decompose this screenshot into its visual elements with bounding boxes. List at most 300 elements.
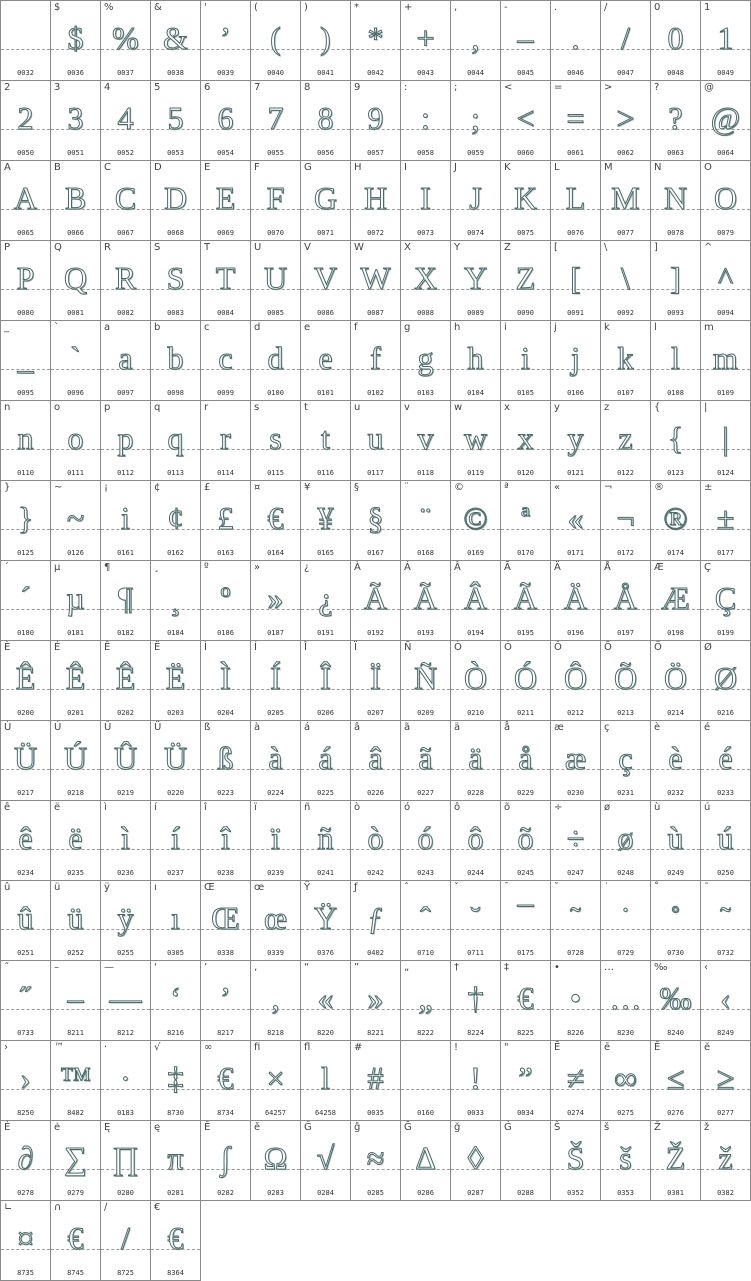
- glyph-cell[interactable]: [150, 960, 201, 1041]
- cell-glyph-sample: Ö: [663, 660, 688, 696]
- glyph-cell[interactable]: [50, 160, 101, 241]
- glyph-cell[interactable]: [350, 720, 401, 801]
- glyph-cell[interactable]: [400, 240, 451, 321]
- cell-code-point: 0203: [167, 709, 184, 717]
- cell-glyph-sample: X: [413, 260, 438, 296]
- glyph-cell[interactable]: [700, 480, 751, 561]
- glyph-cell[interactable]: [650, 960, 701, 1041]
- glyph-cell[interactable]: [650, 800, 701, 881]
- glyph-cell[interactable]: [350, 1040, 401, 1121]
- glyph-cell[interactable]: [150, 80, 201, 161]
- cell-glyph-sample: 5: [167, 100, 184, 136]
- glyph-cell[interactable]: [400, 480, 451, 561]
- glyph-cell[interactable]: [350, 0, 401, 81]
- glyph-cell[interactable]: [550, 320, 601, 401]
- glyph-cell[interactable]: [400, 160, 451, 241]
- cell-character-label: A: [4, 162, 11, 173]
- cell-character-label: /: [604, 2, 608, 13]
- cell-character-label: ÷: [554, 802, 563, 813]
- glyph-cell[interactable]: [700, 640, 751, 721]
- glyph-cell[interactable]: [300, 1120, 351, 1201]
- glyph-cell[interactable]: [700, 560, 751, 641]
- glyph-cell[interactable]: [650, 560, 701, 641]
- cell-character-label: ®: [654, 482, 664, 493]
- cell-glyph-sample: ?: [668, 100, 683, 136]
- glyph-cell[interactable]: [500, 0, 551, 81]
- glyph-cell[interactable]: [700, 1040, 751, 1121]
- cell-code-point: 0082: [117, 309, 134, 317]
- glyph-cell[interactable]: [400, 1120, 451, 1201]
- cell-code-point: 0229: [517, 789, 534, 797]
- glyph-cell[interactable]: [100, 160, 151, 241]
- glyph-cell[interactable]: [0, 1200, 51, 1281]
- cell-glyph-sample: G: [313, 180, 338, 216]
- glyph-cell[interactable]: [50, 0, 101, 81]
- glyph-cell[interactable]: [250, 1120, 301, 1201]
- glyph-cell[interactable]: [200, 1040, 251, 1121]
- glyph-cell[interactable]: [450, 480, 501, 561]
- glyph-cell[interactable]: [500, 960, 551, 1041]
- glyph-cell[interactable]: [0, 800, 51, 881]
- glyph-cell[interactable]: [500, 160, 551, 241]
- glyph-cell[interactable]: [650, 880, 701, 961]
- glyph-cell[interactable]: [650, 400, 701, 481]
- glyph-cell[interactable]: [0, 0, 51, 81]
- cell-character-label: p: [104, 402, 111, 413]
- glyph-cell[interactable]: [700, 960, 751, 1041]
- glyph-cell[interactable]: [500, 320, 551, 401]
- glyph-cell[interactable]: [300, 960, 351, 1041]
- glyph-cell[interactable]: [550, 400, 601, 481]
- glyph-cell[interactable]: [150, 720, 201, 801]
- glyph-cell[interactable]: [450, 960, 501, 1041]
- cell-code-point: 0183: [117, 1109, 134, 1117]
- cell-character-label: ;: [454, 82, 458, 93]
- cell-code-point: 0100: [267, 389, 284, 397]
- glyph-cell[interactable]: [650, 240, 701, 321]
- glyph-cell[interactable]: [350, 160, 401, 241]
- glyph-cell[interactable]: [250, 80, 301, 161]
- cell-character-label: í: [154, 802, 157, 813]
- glyph-cell[interactable]: [200, 1120, 251, 1201]
- cell-character-label: z: [604, 402, 610, 413]
- glyph-cell[interactable]: [300, 560, 351, 641]
- glyph-cell[interactable]: [450, 560, 501, 641]
- glyph-cell[interactable]: [700, 400, 751, 481]
- glyph-cell[interactable]: [50, 560, 101, 641]
- glyph-cell[interactable]: [500, 400, 551, 481]
- glyph-cell[interactable]: [500, 1120, 551, 1201]
- cell-code-point: 0162: [167, 549, 184, 557]
- glyph-cell[interactable]: [50, 640, 101, 721]
- glyph-cell[interactable]: [300, 400, 351, 481]
- cell-character-label: Ÿ: [304, 882, 311, 893]
- glyph-cell[interactable]: [50, 400, 101, 481]
- glyph-cell[interactable]: [300, 800, 351, 881]
- cell-code-point: 0063: [667, 149, 684, 157]
- glyph-cell[interactable]: [400, 640, 451, 721]
- glyph-cell[interactable]: [600, 640, 651, 721]
- glyph-cell[interactable]: [100, 400, 151, 481]
- cell-glyph-sample: i: [521, 340, 530, 376]
- cell-code-point: 0181: [67, 629, 84, 637]
- glyph-cell[interactable]: [350, 960, 401, 1041]
- glyph-cell[interactable]: [250, 1040, 301, 1121]
- cell-glyph-sample: ø: [617, 820, 634, 856]
- glyph-cell[interactable]: [100, 1200, 151, 1281]
- cell-glyph-sample: €: [217, 1060, 234, 1096]
- glyph-cell[interactable]: [400, 320, 451, 401]
- glyph-cell[interactable]: [250, 640, 301, 721]
- glyph-cell[interactable]: [50, 240, 101, 321]
- glyph-cell[interactable]: [600, 720, 651, 801]
- glyph-cell[interactable]: [300, 880, 351, 961]
- glyph-cell[interactable]: [0, 1120, 51, 1201]
- glyph-cell[interactable]: [650, 640, 701, 721]
- glyph-cell[interactable]: [0, 320, 51, 401]
- glyph-cell[interactable]: [500, 480, 551, 561]
- glyph-cell[interactable]: [350, 560, 401, 641]
- cell-character-label: {: [654, 402, 661, 413]
- glyph-cell[interactable]: [100, 720, 151, 801]
- glyph-cell[interactable]: [50, 960, 101, 1041]
- glyph-cell[interactable]: [600, 1120, 651, 1201]
- glyph-cell[interactable]: [550, 560, 601, 641]
- glyph-cell[interactable]: [350, 80, 401, 161]
- glyph-cell[interactable]: [550, 960, 601, 1041]
- glyph-cell[interactable]: [250, 320, 301, 401]
- cell-character-label: ë: [54, 802, 61, 813]
- glyph-cell[interactable]: [0, 720, 51, 801]
- glyph-cell[interactable]: [600, 960, 651, 1041]
- glyph-cell[interactable]: [600, 560, 651, 641]
- glyph-cell[interactable]: [350, 800, 401, 881]
- glyph-cell[interactable]: [250, 800, 301, 881]
- cell-glyph-sample: z: [618, 420, 633, 456]
- glyph-cell[interactable]: [0, 1040, 51, 1121]
- glyph-cell[interactable]: [250, 480, 301, 561]
- glyph-cell[interactable]: [100, 80, 151, 161]
- glyph-cell[interactable]: [600, 480, 651, 561]
- glyph-cell[interactable]: [650, 80, 701, 161]
- cell-character-label: ã: [404, 722, 411, 733]
- glyph-cell[interactable]: [350, 640, 401, 721]
- glyph-cell[interactable]: [200, 960, 251, 1041]
- glyph-cell[interactable]: [600, 1040, 651, 1121]
- glyph-cell[interactable]: [50, 880, 101, 961]
- glyph-cell[interactable]: [450, 160, 501, 241]
- cell-character-label: b: [154, 322, 161, 333]
- glyph-cell[interactable]: [250, 880, 301, 961]
- glyph-cell[interactable]: [700, 160, 751, 241]
- glyph-cell[interactable]: [400, 560, 451, 641]
- glyph-cell[interactable]: [150, 640, 201, 721]
- cell-code-point: 0250: [717, 869, 734, 877]
- cell-glyph-sample: ’: [220, 20, 231, 56]
- glyph-cell[interactable]: [50, 1040, 101, 1121]
- glyph-cell[interactable]: [100, 560, 151, 641]
- glyph-cell[interactable]: [200, 80, 251, 161]
- glyph-cell[interactable]: [150, 240, 201, 321]
- glyph-cell[interactable]: [350, 1120, 401, 1201]
- glyph-cell[interactable]: [600, 160, 651, 241]
- glyph-cell[interactable]: [300, 80, 351, 161]
- glyph-cell[interactable]: [350, 480, 401, 561]
- glyph-cell[interactable]: [0, 160, 51, 241]
- glyph-cell[interactable]: [700, 240, 751, 321]
- glyph-cell[interactable]: [700, 320, 751, 401]
- glyph-cell[interactable]: [150, 0, 201, 81]
- cell-glyph-sample: ˜: [720, 900, 731, 936]
- glyph-cell[interactable]: [400, 400, 451, 481]
- cell-code-point: 8222: [417, 1029, 434, 1037]
- glyph-cell[interactable]: [150, 400, 201, 481]
- glyph-cell[interactable]: [500, 80, 551, 161]
- glyph-cell[interactable]: [400, 720, 451, 801]
- glyph-cell[interactable]: [500, 880, 551, 961]
- cell-glyph-sample: Ÿ: [313, 900, 338, 936]
- cell-glyph-sample: %: [112, 20, 139, 56]
- glyph-cell[interactable]: [400, 960, 451, 1041]
- glyph-cell[interactable]: [400, 0, 451, 81]
- glyph-cell[interactable]: [300, 320, 351, 401]
- glyph-cell[interactable]: [100, 880, 151, 961]
- glyph-cell[interactable]: [250, 720, 301, 801]
- cell-character-label: i: [504, 322, 507, 333]
- glyph-cell[interactable]: [500, 1040, 551, 1121]
- glyph-cell[interactable]: [300, 640, 351, 721]
- glyph-cell[interactable]: [100, 640, 151, 721]
- glyph-cell[interactable]: [0, 960, 51, 1041]
- cell-glyph-sample: Ñ: [413, 660, 438, 696]
- cell-glyph-sample: :: [421, 100, 430, 136]
- glyph-cell[interactable]: [200, 480, 251, 561]
- glyph-cell[interactable]: [150, 480, 201, 561]
- glyph-cell[interactable]: [450, 1120, 501, 1201]
- cell-character-label: ”: [354, 962, 360, 973]
- cell-code-point: 0210: [467, 709, 484, 717]
- glyph-cell[interactable]: [250, 560, 301, 641]
- cell-glyph-sample: #: [367, 1060, 384, 1096]
- glyph-cell[interactable]: [500, 640, 551, 721]
- glyph-cell[interactable]: [250, 400, 301, 481]
- glyph-cell[interactable]: [400, 800, 451, 881]
- glyph-cell[interactable]: [450, 1040, 501, 1121]
- cell-code-point: 0728: [567, 949, 584, 957]
- glyph-cell[interactable]: [550, 240, 601, 321]
- cell-glyph-sample: ∏: [112, 1140, 139, 1176]
- glyph-cell[interactable]: [0, 880, 51, 961]
- glyph-cell[interactable]: [500, 800, 551, 881]
- cell-character-label: u: [354, 402, 361, 413]
- glyph-cell[interactable]: [200, 560, 251, 641]
- glyph-cell[interactable]: [150, 560, 201, 641]
- glyph-cell[interactable]: [550, 1120, 601, 1201]
- glyph-cell[interactable]: [600, 880, 651, 961]
- glyph-cell[interactable]: [350, 240, 401, 321]
- glyph-cell[interactable]: [550, 480, 601, 561]
- glyph-cell[interactable]: [650, 720, 701, 801]
- glyph-cell[interactable]: [200, 400, 251, 481]
- cell-code-point: 0211: [517, 709, 534, 717]
- glyph-cell[interactable]: [200, 160, 251, 241]
- glyph-cell[interactable]: [650, 1120, 701, 1201]
- glyph-cell[interactable]: [50, 480, 101, 561]
- glyph-cell[interactable]: [100, 1040, 151, 1121]
- glyph-cell[interactable]: [300, 0, 351, 81]
- cell-character-label: Ç: [704, 562, 711, 573]
- glyph-cell[interactable]: [150, 160, 201, 241]
- glyph-cell[interactable]: [50, 800, 101, 881]
- glyph-cell[interactable]: [500, 720, 551, 801]
- glyph-cell[interactable]: [600, 0, 651, 81]
- glyph-cell[interactable]: [300, 1040, 351, 1121]
- glyph-cell[interactable]: [100, 1120, 151, 1201]
- glyph-cell[interactable]: [250, 960, 301, 1041]
- cell-character-label: ğ: [454, 1122, 461, 1133]
- glyph-cell[interactable]: [100, 800, 151, 881]
- cell-character-label: ©: [454, 482, 464, 493]
- glyph-cell[interactable]: [100, 320, 151, 401]
- glyph-cell[interactable]: [500, 560, 551, 641]
- cell-character-label: ·: [104, 1042, 108, 1053]
- glyph-cell[interactable]: [550, 640, 601, 721]
- glyph-cell[interactable]: [350, 400, 401, 481]
- glyph-cell[interactable]: [200, 240, 251, 321]
- glyph-cell[interactable]: [250, 240, 301, 321]
- glyph-cell[interactable]: [50, 1200, 101, 1281]
- glyph-cell[interactable]: [450, 640, 501, 721]
- glyph-cell[interactable]: [700, 800, 751, 881]
- glyph-cell[interactable]: [300, 480, 351, 561]
- glyph-cell[interactable]: [550, 1040, 601, 1121]
- cell-code-point: 0088: [417, 309, 434, 317]
- cell-character-label: g: [404, 322, 411, 333]
- glyph-cell[interactable]: [100, 960, 151, 1041]
- glyph-cell[interactable]: [550, 800, 601, 881]
- cell-glyph-sample: v: [417, 420, 434, 456]
- glyph-cell[interactable]: [250, 0, 301, 81]
- glyph-cell[interactable]: [600, 80, 651, 161]
- cell-glyph-sample: ç: [618, 740, 633, 776]
- glyph-cell[interactable]: [200, 640, 251, 721]
- glyph-cell[interactable]: [450, 320, 501, 401]
- glyph-cell[interactable]: [650, 1040, 701, 1121]
- glyph-cell[interactable]: [300, 160, 351, 241]
- glyph-cell[interactable]: [0, 640, 51, 721]
- glyph-cell[interactable]: [100, 480, 151, 561]
- glyph-cell[interactable]: [550, 80, 601, 161]
- glyph-cell[interactable]: [200, 800, 251, 881]
- glyph-cell[interactable]: [450, 240, 501, 321]
- glyph-cell[interactable]: [450, 720, 501, 801]
- glyph-cell[interactable]: [550, 0, 601, 81]
- glyph-cell[interactable]: [700, 1120, 751, 1201]
- glyph-cell[interactable]: [700, 880, 751, 961]
- glyph-cell[interactable]: [300, 720, 351, 801]
- glyph-cell[interactable]: [150, 1040, 201, 1121]
- glyph-cell[interactable]: [450, 400, 501, 481]
- glyph-cell[interactable]: [200, 720, 251, 801]
- cell-code-point: 0199: [717, 629, 734, 637]
- cell-glyph-sample: π: [167, 1140, 184, 1176]
- glyph-cell[interactable]: [650, 480, 701, 561]
- glyph-cell[interactable]: [0, 400, 51, 481]
- glyph-cell[interactable]: [600, 320, 651, 401]
- glyph-cell[interactable]: [600, 240, 651, 321]
- glyph-cell[interactable]: [300, 240, 351, 321]
- glyph-cell[interactable]: [450, 880, 501, 961]
- glyph-cell[interactable]: [50, 720, 101, 801]
- glyph-cell[interactable]: [400, 80, 451, 161]
- cell-glyph-sample: 7: [267, 100, 284, 136]
- glyph-cell[interactable]: [150, 1200, 201, 1281]
- glyph-cell[interactable]: [150, 800, 201, 881]
- glyph-cell[interactable]: [550, 160, 601, 241]
- cell-character-label: 6: [204, 82, 211, 93]
- glyph-cell[interactable]: [450, 80, 501, 161]
- glyph-cell[interactable]: [500, 240, 551, 321]
- glyph-cell[interactable]: [650, 160, 701, 241]
- glyph-cell[interactable]: [0, 80, 51, 161]
- glyph-cell[interactable]: [0, 240, 51, 321]
- glyph-cell[interactable]: [450, 800, 501, 881]
- cell-code-point: 0281: [167, 1189, 184, 1197]
- glyph-cell[interactable]: [150, 880, 201, 961]
- cell-character-label: ò: [354, 802, 361, 813]
- glyph-cell[interactable]: [200, 320, 251, 401]
- glyph-cell[interactable]: [700, 720, 751, 801]
- glyph-cell[interactable]: [400, 1040, 451, 1121]
- glyph-cell[interactable]: [400, 880, 451, 961]
- glyph-cell[interactable]: [550, 880, 601, 961]
- glyph-cell[interactable]: [50, 80, 101, 161]
- glyph-cell[interactable]: [50, 1120, 101, 1201]
- glyph-cell[interactable]: [700, 80, 751, 161]
- glyph-cell[interactable]: [100, 0, 151, 81]
- glyph-cell[interactable]: [0, 560, 51, 641]
- glyph-cell[interactable]: [100, 240, 151, 321]
- glyph-cell[interactable]: [350, 880, 401, 961]
- glyph-cell[interactable]: [0, 480, 51, 561]
- cell-character-label: ę: [154, 1122, 161, 1133]
- cell-glyph-sample: m: [713, 340, 738, 376]
- glyph-cell[interactable]: [50, 320, 101, 401]
- glyph-cell[interactable]: [650, 0, 701, 81]
- cell-glyph-sample: ): [320, 20, 331, 56]
- glyph-cell[interactable]: [600, 800, 651, 881]
- glyph-cell[interactable]: [250, 160, 301, 241]
- glyph-cell[interactable]: [350, 320, 401, 401]
- glyph-cell[interactable]: [650, 320, 701, 401]
- glyph-cell[interactable]: [450, 0, 501, 81]
- glyph-cell[interactable]: [700, 0, 751, 81]
- glyph-cell[interactable]: [150, 1120, 201, 1201]
- glyph-cell[interactable]: [600, 400, 651, 481]
- glyph-cell[interactable]: [150, 320, 201, 401]
- cell-character-label: Ø: [704, 642, 712, 653]
- glyph-cell[interactable]: [200, 0, 251, 81]
- cell-glyph-sample: à: [268, 740, 283, 776]
- cell-character-label: Ù: [4, 722, 12, 733]
- glyph-cell[interactable]: [200, 880, 251, 961]
- cell-code-point: 0174: [667, 549, 684, 557]
- cell-glyph-sample: @: [710, 100, 741, 136]
- cell-character-label: ü: [54, 882, 61, 893]
- cell-character-label: Ě: [204, 1122, 211, 1133]
- glyph-cell[interactable]: [550, 720, 601, 801]
- cell-character-label: ˜: [704, 882, 709, 893]
